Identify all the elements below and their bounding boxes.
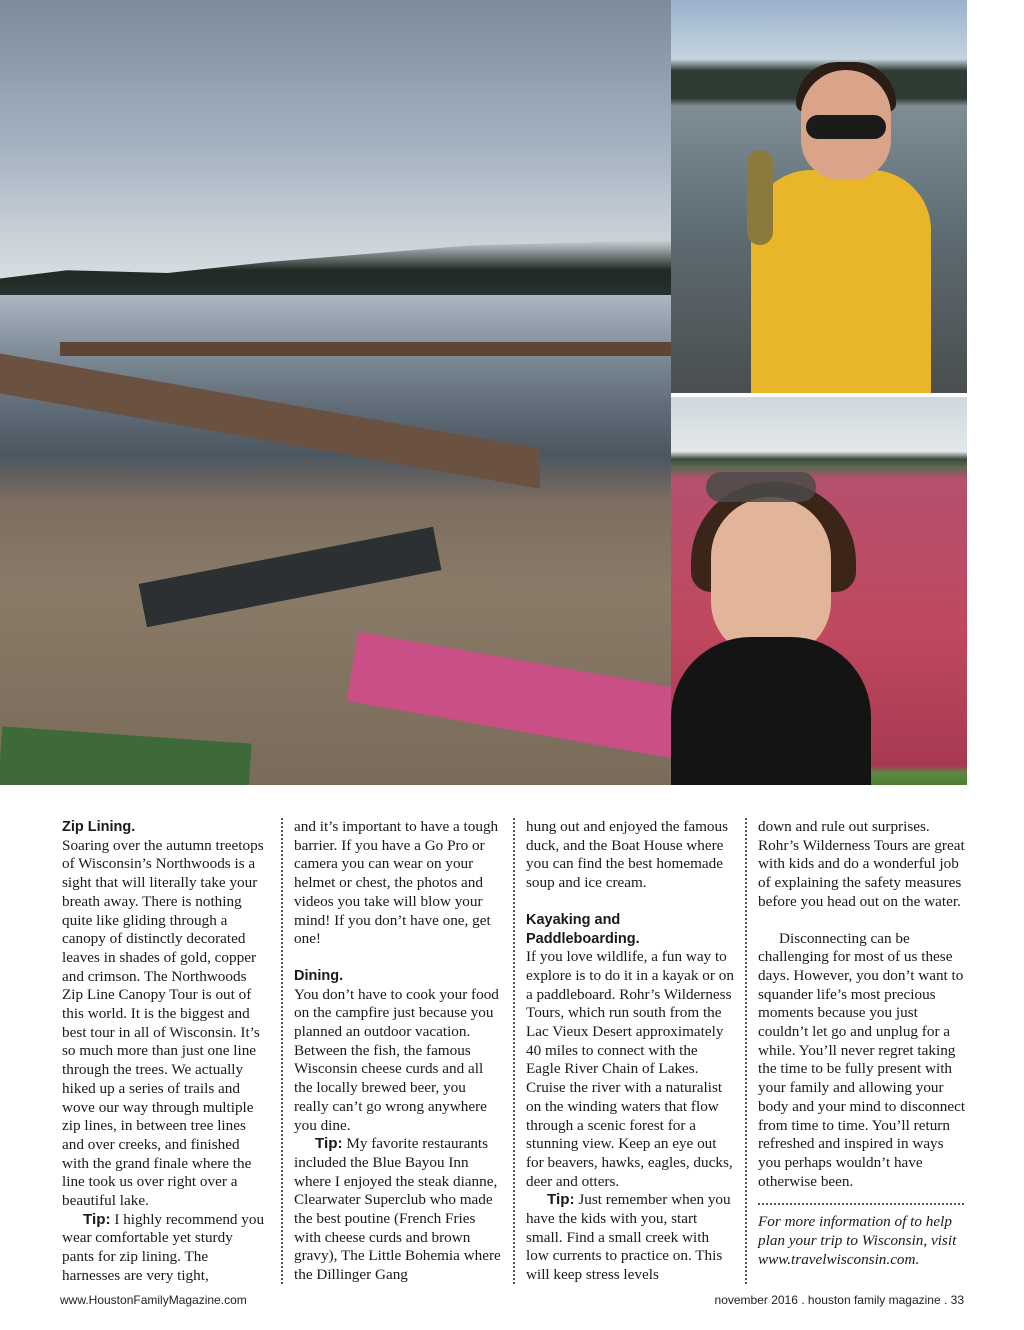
- section-heading-kayaking-line2: Paddleboarding.: [526, 930, 640, 947]
- article-column-2: [294, 818, 502, 1285]
- tip-label: Tip:: [83, 1210, 111, 1228]
- dock-crossbar: [60, 342, 671, 356]
- pink-yoga-mat: [346, 632, 671, 758]
- section-heading-zip-lining: Zip Lining.: [62, 819, 136, 835]
- article-column-3: [526, 818, 734, 1285]
- tip-label: Tip:: [315, 1135, 343, 1153]
- dotted-separator: [758, 1203, 964, 1205]
- kayaking-continued: down and rule out surprises. Rohr’s Wilderness Tours are great with kids and do a wonderful job of explaining the safety measures before you head out on the water.: [758, 818, 965, 910]
- tip-text: I highly recommend you wear comfortable yet sturdy pants for zip lining. The harnesses are very tight,: [62, 1210, 265, 1284]
- cranberry-bog-photo: [671, 397, 967, 785]
- sunglasses: [806, 115, 886, 139]
- more-info-note: For more information of to help plan your trip to Wisconsin, visit www.travelwisconsin.com.: [758, 1213, 957, 1268]
- zip-lining-tip: [62, 1211, 267, 1286]
- tip-text: Just remember when you have the kids with you, start small. Find a small creek with low currents to practice on. This will keep stress levels: [526, 1191, 731, 1284]
- section-heading-dining: Dining.: [294, 967, 344, 984]
- green-yoga-mat: [0, 726, 252, 785]
- face: [711, 497, 831, 657]
- yellow-shirt: [751, 170, 931, 393]
- kayaking-tip: [526, 1191, 734, 1285]
- wooden-dock: [0, 350, 540, 489]
- lake-dock-photo: [0, 0, 671, 785]
- column-divider: [745, 818, 747, 1284]
- tip-text: My favorite restaurants included the Blue Bayou Inn where I enjoyed the steak dianne, Clearwater Superclub who made the best poutine (French Fries with cheese curds and brown gravy), The Little Bohemia where the Dillinger Gang: [294, 1135, 501, 1284]
- closing-paragraph: Disconnecting can be challenging for most of us these days. However, you don’t want to squander life’s most precious moments because you just couldn’t let go and unplug for a while. You’ll never regret taking the time to be fully present with your family and allowing your body and your mind to disconnect from time to time. You’ll return refreshed and inspired in ways you perhaps wouldn’t have otherwise been.: [758, 929, 966, 1190]
- zip-lining-paragraph: Soaring over the autumn treetops of Wisconsin’s Northwoods is a sight that will literally take your breath away. There is nothing quite like gliding through a canopy of distinctly decorated leaves in shades of gold, copper and crimson. The Northwoods Zip Line Canopy Tour is out of this world. It is the biggest and best tour in all of Wisconsin. It’s so much more than just one line through the trees. We actually hiked up a series of trails and wove our way through multiple zip lines, in between tree lines and over creeks, and finished with the grand finale where the line took us over right over a beautiful lake.: [62, 836, 264, 1210]
- perch-fish: [747, 150, 773, 245]
- woman-fishing-photo: [671, 0, 967, 393]
- column-divider: [281, 818, 283, 1284]
- article-column-4: [758, 818, 966, 1269]
- column-divider: [513, 818, 515, 1284]
- zip-lining-continued: and it’s important to have a tough barrier. If you have a Go Pro or camera you can wear on your helmet or chest, the photos and videos you take will blow your mind! If you don’t have one, get one!: [294, 818, 499, 948]
- black-shirt: [671, 637, 871, 785]
- page-footer: november 2016 . houston family magazine . 33: [714, 1293, 964, 1307]
- sunglasses-on-head: [706, 472, 816, 502]
- website-footer: www.HoustonFamilyMagazine.com: [60, 1293, 247, 1307]
- dining-tip: [294, 1135, 502, 1285]
- dining-paragraph: You don’t have to cook your food on the campfire just because you planned an outdoor vacation. Between the fish, the famous Wisconsin cheese curds and all the locally brewed beer, you really can’t go wrong anywhere you dine.: [294, 985, 499, 1134]
- dining-continued: hung out and enjoyed the famous duck, and the Boat House where you can find the best homemade soup and ice cream.: [526, 818, 729, 892]
- section-heading-kayaking-line1: Kayaking and: [526, 911, 621, 928]
- black-yoga-mat: [139, 527, 442, 627]
- article-column-1: [62, 818, 267, 1286]
- kayaking-paragraph: If you love wildlife, a fun way to explore is to do it in a kayak or on a paddleboard. Rohr’s Wilderness Tours, which run south from the Lac Vieux Desert approximately 40 miles to connect with the Eagle River Chain of Lakes. Cruise the river with a naturalist on the winding waters that flow through a scenic forest for a stunning view. Keep an eye out for beavers, hawks, eagles, ducks, deer and otters.: [526, 948, 734, 1190]
- treeline: [0, 240, 671, 295]
- tip-label: Tip:: [547, 1191, 575, 1209]
